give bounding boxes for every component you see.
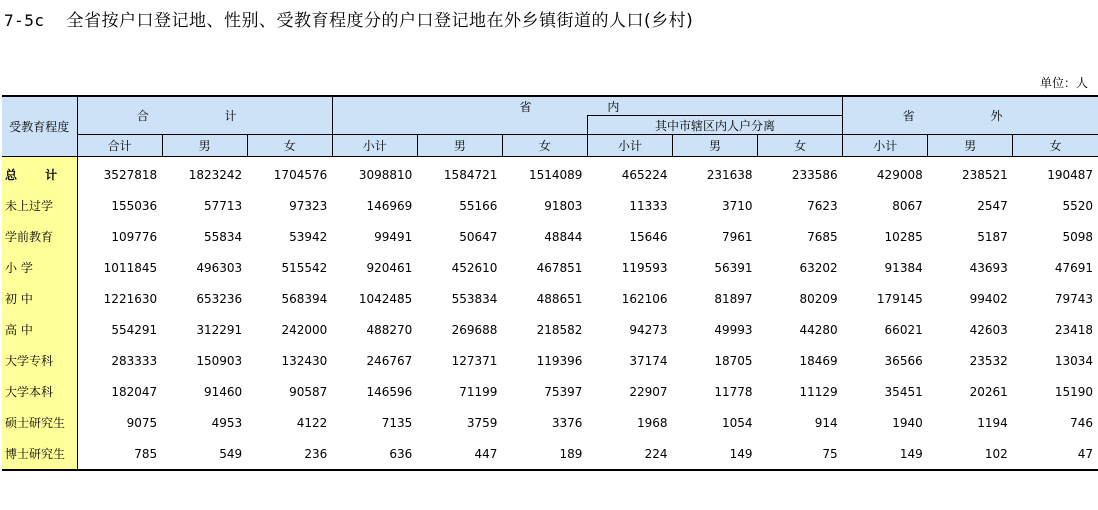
data-table: [2, 95, 1098, 471]
table-cell: 91384: [884, 260, 923, 275]
table-row: [2, 283, 1098, 314]
subheader-outside-0: 小计: [843, 135, 928, 157]
table-row: [2, 314, 1098, 345]
unit-label: 单位：人: [1039, 76, 1088, 90]
table-cell: 150903: [196, 353, 243, 368]
table-cell: 218582: [536, 322, 583, 337]
group-header-province: 省 内: [332, 96, 842, 116]
table-cell: 429008: [876, 167, 923, 182]
group-header-total: 合 计: [77, 96, 332, 135]
table-cell: 35451: [884, 384, 923, 399]
table-cell: 56391: [714, 260, 753, 275]
table-cell: 81897: [714, 291, 753, 306]
table-cell: 55166: [459, 198, 498, 213]
table-row: [2, 407, 1098, 438]
table-cell: 182047: [111, 384, 158, 399]
row-label: 未上过学: [2, 190, 77, 221]
table-cell: 102: [928, 438, 1013, 470]
table-cell: 63202: [799, 260, 838, 275]
table-cell: 1584721: [443, 167, 498, 182]
table-cell: 9075: [126, 415, 158, 430]
table-cell: 1704576: [273, 167, 328, 182]
table-cell: 5520: [1062, 198, 1093, 213]
table-cell: 1011845: [103, 260, 158, 275]
table-cell: 15646: [629, 229, 668, 244]
table-cell: 36566: [884, 353, 923, 368]
table-cell: 43693: [969, 260, 1008, 275]
table-cell: 269688: [451, 322, 498, 337]
row-label: 小 学: [2, 252, 77, 283]
table-cell: 7623: [807, 198, 838, 213]
subheader-province-0: 小计: [332, 135, 417, 157]
table-cell: 785: [77, 438, 162, 470]
table-cell: 447: [417, 438, 502, 470]
table-cell: 15190: [1054, 384, 1093, 399]
table-cell: 312291: [196, 322, 243, 337]
table-cell: 162106: [621, 291, 668, 306]
table-row: [2, 438, 1098, 470]
subheader-outside-2: 女: [1013, 135, 1098, 157]
subheader-city-0: 小计: [587, 135, 672, 157]
table-cell: 109776: [111, 229, 158, 244]
table-cell: 11129: [799, 384, 838, 399]
table-cell: 23532: [969, 353, 1008, 368]
table-row: [2, 252, 1098, 283]
table-cell: 190487: [1047, 167, 1093, 182]
table-cell: 3759: [466, 415, 498, 430]
table-title: 全省按户口登记地、性别、受教育程度分的户口登记地在外乡镇街道的人口(乡村): [66, 11, 694, 31]
table-body: [2, 157, 1098, 471]
table-cell: 49993: [714, 322, 753, 337]
table-cell: 488651: [536, 291, 583, 306]
table-cell: 127371: [451, 353, 498, 368]
table-cell: 146969: [366, 198, 413, 213]
table-row: [2, 221, 1098, 252]
table-cell: 231638: [706, 167, 753, 182]
subheader-city-2: 女: [758, 135, 843, 157]
row-label: 大学专科: [2, 345, 77, 376]
table-cell: 53942: [289, 229, 328, 244]
table-cell: 467851: [536, 260, 583, 275]
table-cell: 47691: [1054, 260, 1093, 275]
table-cell: 189: [502, 438, 587, 470]
table-cell: 90587: [289, 384, 328, 399]
row-label: 大学本科: [2, 376, 77, 407]
table-cell: 242000: [281, 322, 328, 337]
subgroup-header-city: 其中市辖区内人户分离: [587, 116, 842, 135]
subheader-province-2: 女: [502, 135, 587, 157]
table-cell: 920461: [366, 260, 413, 275]
table-cell: 149: [843, 438, 928, 470]
table-cell: 146596: [366, 384, 413, 399]
table-cell: 42603: [969, 322, 1008, 337]
table-cell: 11778: [714, 384, 753, 399]
row-label: 初 中: [2, 283, 77, 314]
table-cell: 238521: [961, 167, 1008, 182]
table-cell: 568394: [281, 291, 328, 306]
subheader-province-1: 男: [417, 135, 502, 157]
table-cell: 465224: [621, 167, 668, 182]
table-cell: 37174: [629, 353, 668, 368]
table-cell: 99402: [969, 291, 1008, 306]
table-cell: 57713: [204, 198, 243, 213]
table-cell: 18705: [714, 353, 753, 368]
table-cell: 179145: [876, 291, 923, 306]
table-cell: 50647: [459, 229, 498, 244]
subheader-total-0: 合计: [77, 135, 162, 157]
table-cell: 79743: [1054, 291, 1093, 306]
table-cell: 914: [814, 415, 838, 430]
table-cell: 4122: [296, 415, 328, 430]
table-cell: 22907: [629, 384, 668, 399]
table-cell: 224: [587, 438, 672, 470]
table-cell: 66021: [884, 322, 923, 337]
table-cell: 11333: [629, 198, 668, 213]
table-cell: 149: [673, 438, 758, 470]
row-label: 总 计: [2, 157, 77, 191]
table-cell: 553834: [451, 291, 498, 306]
table-cell: 44280: [799, 322, 838, 337]
table-cell: 20261: [969, 384, 1008, 399]
page-title: [4, 6, 693, 31]
table-cell: 1221630: [103, 291, 158, 306]
table-cell: 47: [1013, 438, 1098, 470]
table-cell: 1042485: [358, 291, 413, 306]
table-cell: 55834: [204, 229, 243, 244]
table-cell: 496303: [196, 260, 243, 275]
subheader-total-1: 男: [162, 135, 247, 157]
table-cell: 18469: [799, 353, 838, 368]
group-header-outside: 省 外: [843, 96, 1098, 135]
table-cell: 75: [758, 438, 843, 470]
table-cell: 653236: [196, 291, 243, 306]
table-cell: 1054: [722, 415, 753, 430]
table-cell: 23418: [1054, 322, 1093, 337]
table-cell: 1968: [636, 415, 668, 430]
table-cell: 71199: [459, 384, 498, 399]
table-cell: 91803: [544, 198, 583, 213]
table-cell: 236: [247, 438, 332, 470]
table-cell: 13034: [1054, 353, 1093, 368]
table-cell: 75397: [544, 384, 583, 399]
table-cell: 488270: [366, 322, 413, 337]
table-cell: 3527818: [103, 167, 158, 182]
table-row: [2, 157, 1098, 191]
table-cell: 119593: [621, 260, 668, 275]
table-cell: 5187: [977, 229, 1008, 244]
table-cell: 99491: [374, 229, 413, 244]
table-cell: 1514089: [528, 167, 583, 182]
row-label: 博士研究生: [2, 438, 77, 470]
table-row: [2, 376, 1098, 407]
table-cell: 1194: [977, 415, 1008, 430]
table-header: [2, 96, 1098, 157]
table-cell: 452610: [451, 260, 498, 275]
row-label: 高 中: [2, 314, 77, 345]
subheader-outside-1: 男: [928, 135, 1013, 157]
subheader-total-2: 女: [247, 135, 332, 157]
table-cell: 7135: [381, 415, 413, 430]
table-cell: 746: [1070, 415, 1093, 430]
table-row: [2, 345, 1098, 376]
table-cell: 233586: [791, 167, 838, 182]
province-spacer: [332, 116, 587, 135]
table-code: 7-5c: [4, 11, 45, 30]
table-cell: 132430: [281, 353, 328, 368]
table-cell: 80209: [799, 291, 838, 306]
table-row: [2, 190, 1098, 221]
row-header-education: 受教育程度: [2, 96, 77, 157]
table-cell: 155036: [111, 198, 158, 213]
table-cell: 636: [332, 438, 417, 470]
table-cell: 91460: [204, 384, 243, 399]
table-cell: 7961: [722, 229, 753, 244]
table-cell: 1940: [892, 415, 923, 430]
subheader-city-1: 男: [673, 135, 758, 157]
table-cell: 48844: [544, 229, 583, 244]
table-cell: 549: [162, 438, 247, 470]
subheader-row: [2, 135, 1098, 157]
table-cell: 246767: [366, 353, 413, 368]
table-cell: 97323: [289, 198, 328, 213]
table-cell: 2547: [977, 198, 1008, 213]
table-cell: 119396: [536, 353, 583, 368]
table-cell: 94273: [629, 322, 668, 337]
table-cell: 3098810: [358, 167, 413, 182]
row-label: 学前教育: [2, 221, 77, 252]
table-cell: 4953: [211, 415, 243, 430]
table-cell: 7685: [807, 229, 838, 244]
table-cell: 10285: [884, 229, 923, 244]
table-cell: 3376: [551, 415, 583, 430]
table-cell: 5098: [1062, 229, 1093, 244]
row-label: 硕士研究生: [2, 407, 77, 438]
table-cell: 1823242: [188, 167, 243, 182]
table-cell: 554291: [111, 322, 158, 337]
table-cell: 515542: [281, 260, 328, 275]
table-cell: 3710: [722, 198, 753, 213]
table-cell: 8067: [892, 198, 923, 213]
table-cell: 283333: [111, 353, 158, 368]
